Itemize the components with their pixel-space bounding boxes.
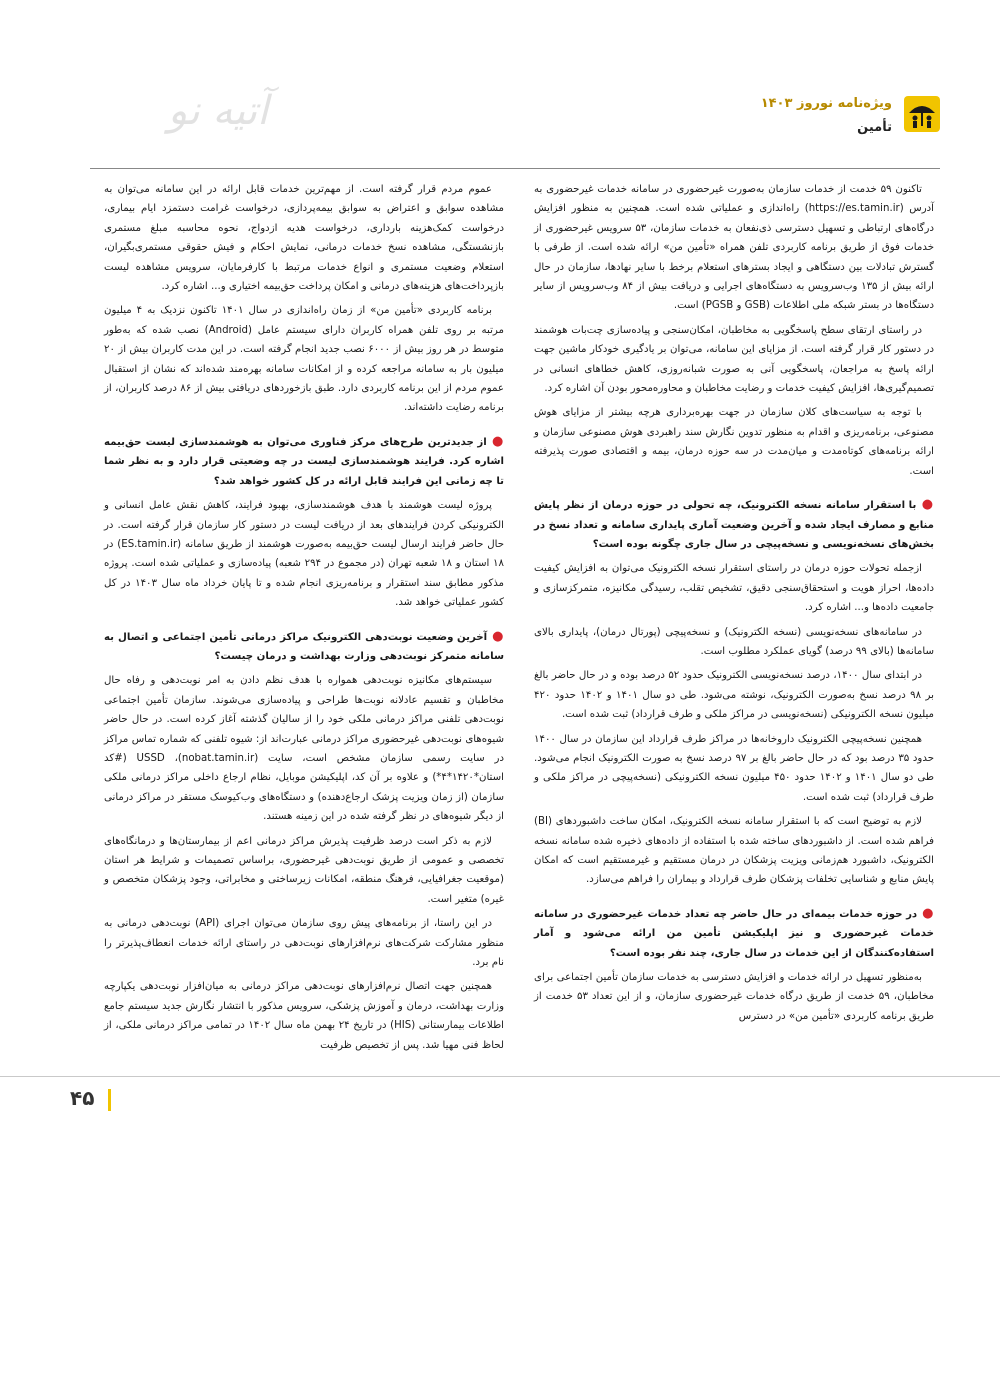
footer-divider (0, 1076, 1000, 1077)
body-paragraph: لازم به ذکر است درصد ظرفیت پذیرش مراکز درمانی اعم از بیمارستان‌ها و درمانگاه‌های تخصصی و عمومی از طریق نوبت‌دهی غیرحضوری، براساس تصمیمات و شرایط هر استان (موقعیت جغرافیایی، فرهنگ منطقه، امکانات زیرساختی و مخابراتی، وجود پزشکان متخصص و غیره) متغیر است. (104, 835, 504, 905)
tamin-logo-icon (904, 96, 940, 132)
body-paragraph: با توجه به سیاست‌های کلان سازمان در جهت بهره‌برداری هرچه بیشتر از مزایای هوش مصنوعی، برنامه‌ریزی و اقدام به منظور تدوین نگارش سند راهبردی هوش مصنوعی سازمان و ارائه برنامه‌های کوتاه‌مدت و میان‌مدت در سه حوزه درمان، بیمه و اقتصادی صورت پذیرفته است. (534, 407, 934, 477)
issue-series-label: ویژه‌نامه نوروز ۱۴۰۳ (760, 96, 892, 111)
article-column-left (104, 180, 504, 1060)
body-paragraph: در این راستا، از برنامه‌های پیش روی سازمان می‌توان اجرای (API) نوبت‌دهی درمانی به منظور مشارکت شرکت‌های نرم‌افزارهای نوبت‌دهی در راستای ارائه خدمات انعطاف‌پذیرتر را نام برد. (104, 918, 504, 969)
question-text: آخرین وضعیت نوبت‌دهی الکترونیک مراکز درمانی تأمین اجتماعی و اتصال به سامانه متمرکز نوبت‌دهی وزارت بهداشت و درمان چیست؟ (104, 631, 504, 662)
masthead-logo (90, 80, 269, 140)
body-paragraph: همچنین جهت اتصال نرم‌افزارهای نوبت‌دهی مراکز درمانی به میان‌افزار نوبت‌دهی یکپارچه وزارت بهداشت، درمان و آموزش پزشکی، سرویس مذکور با انتشار نگارش جدید سیستم جامع اطلاعات بیمارستانی (HIS) در تاریخ ۲۴ بهمن ماه سال ۱۴۰۲ در تمامی مراکز درمانی ملکی، از لحاظ فنی مهیا شد. پس از تخصیص ظرفیت (104, 981, 505, 1051)
body-paragraph: ازجمله تحولات حوزه درمان در راستای استقرار نسخه الکترونیک می‌توان به افزایش کیفیت داده‌ها، احراز هویت و استحقاق‌سنجی دقیق، تشخیص تقلب، رسیدگی مکانیزه، متمرکزسازی و جامعیت داده‌ها و... اشاره کرد. (534, 563, 934, 614)
body-paragraph: در سامانه‌های نسخه‌نویسی (نسخه الکترونیک) و نسخه‌پیچی (پورتال درمان)، پایداری بالای سامانه‌ها (بالای ۹۹ درصد) گویای عملکرد مطلوب است. (534, 626, 934, 657)
bullet-dot-icon: ● (917, 905, 934, 921)
body-paragraph: سیستم‌های مکانیزه نوبت‌دهی همواره با هدف نظم دادن به امر نوبت‌دهی و رفاه حال مخاطبان و تقسیم عادلانه نوبت‌ها طراحی و پیاده‌سازی می‌شوند. سازمان تأمین اجتماعی نوبت‌دهی تلفنی مراکز درمانی ملکی خود را از سالیان گذشته آغاز کرده است. در حال حاضر شیوه‌های نوبت‌دهی غیرحضوری مراکز درمانی عبارت‌اند از: شیوه تلفنی که شماره تماس مراکز در سایت رسمی سازمان مشخص است، سایت (nobat.tamin.ir)، USSD (#کد استان*۱۴۲۰*۴*) و علاوه بر آن کد، اپلیکیشن موبایل، نظام ارجاع داخلی مراکز درمانی ملکی سازمان (از زمان ویزیت پزشک ارجاع‌دهنده) و دستگاه‌های وب‌کیوسک مستقر در مراکز درمانی از دیگر شیوه‌های در نظر گرفته شده در این زمینه هستند. (104, 675, 504, 823)
body-paragraph: به‌منظور تسهیل در ارائه خدمات و افزایش دسترسی به خدمات سازمان تأمین اجتماعی برای مخاطبان، ۵۹ خدمت از طریق درگاه خدمات غیرحضوری سازمان، و از این تعداد ۵۳ خدمت از طریق برنامه کاربردی «تأمین من» در دسترس (534, 972, 934, 1022)
body-paragraph: لازم به توضیح است که با استقرار سامانه نسخه الکترونیک، امکان ساخت داشبوردهای (BI) فراهم شده است. از داشبوردهای ساخته شده با استفاده از داده‌های ذخیره شده سامانه نسخه الکترونیک، داشبورد هم‌زمانی ویزیت پزشکان در درمان مستقیم و غیرمستقیم است که امکان پایش منابع و شناسایی تخلفات پزشکان طرف قرارداد و بیماران را فراهم می‌سازد. (534, 816, 934, 886)
question-text: در حوزه خدمات بیمه‌ای در حال حاضر چه تعداد خدمات غیرحضوری در سامانه خدمات غیرحضوری و نیز اپلیکیشن تأمین من ارائه می‌شود و آمار استفاده‌کنندگان از این خدمات در سال جاری، چند نفر بوده است؟ (534, 908, 934, 959)
page-header (90, 78, 940, 148)
body-paragraph: در راستای ارتقای سطح پاسخگویی به مخاطبان، امکان‌سنجی و پیاده‌سازی چت‌بات هوشمند در دستور کار قرار گرفته است. از مزایای این سامانه، می‌توان بر یادگیری خودکار ماشین جهت ارائه پاسخ به مراجعان، پاسخگویی آنی به صورت شبانه‌روزی، کاهش خطاهای انسانی در تصمیم‌گیری‌ها، افزایش کیفیت خدمات و رضایت مخاطبان و محاوره‌محور بودن آن اشاره کرد. (534, 324, 934, 395)
body-paragraph: پروژه لیست هوشمند با هدف هوشمندسازی، بهبود فرایند، کاهش نقش عامل انسانی و الکترونیکی کردن فرایندهای بعد از دریافت لیست در دستور کار سازمان قرار گرفته است. در حال حاضر فرایند ارسال لیست حق‌بیمه به‌صورت هوشمند از طریق سامانه (ES.tamin.ir) در ۱۸ استان و ۱۸ شعبه تهران (در مجموع در ۲۹۴ شعبه) پیاده‌سازی و عملیاتی شده است. پروژه مذکور مطابق سند استقرار و برنامه‌ریزی انجام شده و تا پایان خرداد ماه سال ۱۴۰۳ در کل کشور عملیاتی خواهد شد. (104, 500, 505, 609)
masthead-text: آتیه نو (168, 88, 269, 134)
body-paragraph: در ابتدای سال ۱۴۰۰، درصد نسخه‌نویسی الکترونیک حدود ۵۲ درصد بوده و در حال حاضر بالغ بر ۹۸ درصد نسخ به‌صورت الکترونیک، نوشته می‌شود. طی دو سال ۱۴۰۱ و ۱۴۰۲ حدود ۴۲۰ میلیون نسخه الکترونیکی (نسخه‌نویسی در مراکز ملکی و طرف قرارداد) ثبت شده است. (534, 670, 934, 721)
bullet-dot-icon: ● (916, 497, 934, 513)
article-column-right (534, 180, 934, 1031)
interview-question (534, 495, 934, 554)
interview-question (534, 904, 934, 963)
header-divider (90, 168, 940, 169)
body-paragraph: تاکنون ۵۹ خدمت از خدمات سازمان به‌صورت غیرحضوری در سامانه خدمات غیرحضوری به آدرس (https://es.tamin.ir) راه‌اندازی و عملیاتی شده است. همچنین به منظور افزایش درگاه‌های ارتباطی و تسهیل دسترسی ذی‌نفعان به خدمات سازمان، ۵۳ سرویس غیرحضوری از خدمات فوق از طریق برنامه کاربردی تلفن همراه «تأمین من» ارائه شده است. از طرفی با گسترش تبادلات بین دستگاهی و ایجاد بسترهای استعلام برخط با سایر نهادها، سازمان در حال ارائه بیش از ۱۳۵ وب‌سرویس به دستگاه‌های اجرایی و دریافت بیش از ۸۴ وب‌سرویس از سایر دستگاه‌ها در بستر شبکه ملی اطلاعات (GSB و PGSB) است. (534, 184, 935, 312)
interview-question (104, 432, 504, 491)
body-paragraph: همچنین نسخه‌پیچی الکترونیک داروخانه‌ها در مراکز طرف قرارداد این سازمان در سال ۱۴۰۰ حدود ۳۵ درصد بود که در حال حاضر بالغ بر ۹۷ درصد نسخ به صورت الکترونیک انجام می‌شود. طی دو سال ۱۴۰۱ و ۱۴۰۲ حدود ۴۵۰ میلیون نسخه الکترونیکی (نسخه‌پیچی در مراکز ملکی و طرف قرارداد) ثبت شده است. (534, 733, 934, 803)
body-paragraph: برنامه کاربردی «تأمین من» از زمان راه‌اندازی در سال ۱۴۰۱ تاکنون نزدیک به ۴ میلیون مرتبه بر روی تلفن همراه کاربران دارای سیستم عامل (Android) نصب شده که به‌طور متوسط در هر روز بیش از ۶۰۰۰ نصب جدید انجام گرفته است. در این مدت کاربران بیش از ۲۰ میلیون بار به سامانه مراجعه کرده و از امکانات سامانه بهره‌مند شده‌اند که نشان از استقبال عموم مردم از این برنامه کاربردی دارد. طبق بازخوردهای دریافتی بیش از ۸۶ درصد کاربران، از برنامه رضایت داشته‌اند. (104, 305, 504, 414)
interview-question (104, 627, 504, 667)
body-paragraph: عموم مردم قرار گرفته است. از مهم‌ترین خدمات قابل ارائه در این سامانه می‌توان به مشاهده سوابق و اعتراض به سوابق بیمه‌پردازی، درخواست غرامت دستمزد ایام بیماری، درخواست کمک‌هزینه بارداری، درخواست هدیه ازدواج، نحوه محاسبه مبلغ مستمری بازنشستگی، مشاهده نسخ خدمات درمانی، نمایش احکام و فیش حقوقی مستمری‌بگیران، استعلام وضعیت مستمری و انواع خدمات مرتبط با کارفرمایان، سرویس مشاهده لیست بازپرداخت‌های هزینه‌های درمانی و امکان پرداخت حق‌بیمه اختیاری و... اشاره کرد. (104, 184, 504, 293)
bullet-dot-icon: ● (487, 628, 505, 644)
question-text: با استقرار سامانه نسخه الکترونیک، چه تحولی در حوزه درمان از نظر پایش منابع و مصارف ایجاد شده و آخرین وضعیت آماری پایداری سامانه و تعداد نسخ در بخش‌های نسخه‌نویسی و نسخه‌پیچی در سال جاری چگونه بوده است؟ (534, 500, 934, 550)
question-text: از جدیدترین طرح‌های مرکز فناوری می‌توان به هوشمندسازی لیست حق‌بیمه اشاره کرد. فرایند هوشمندسازی لیست در چه وضعیتی قرار دارد و به نظر شما تا چه زمانی این فرایند قابل ارائه در کل کشور خواهد شد؟ (104, 436, 504, 487)
bullet-dot-icon: ● (486, 433, 504, 449)
page-number: ۴۵ (70, 1086, 95, 1110)
page-number-accent (108, 1089, 111, 1111)
section-label: تأمین (857, 120, 892, 135)
